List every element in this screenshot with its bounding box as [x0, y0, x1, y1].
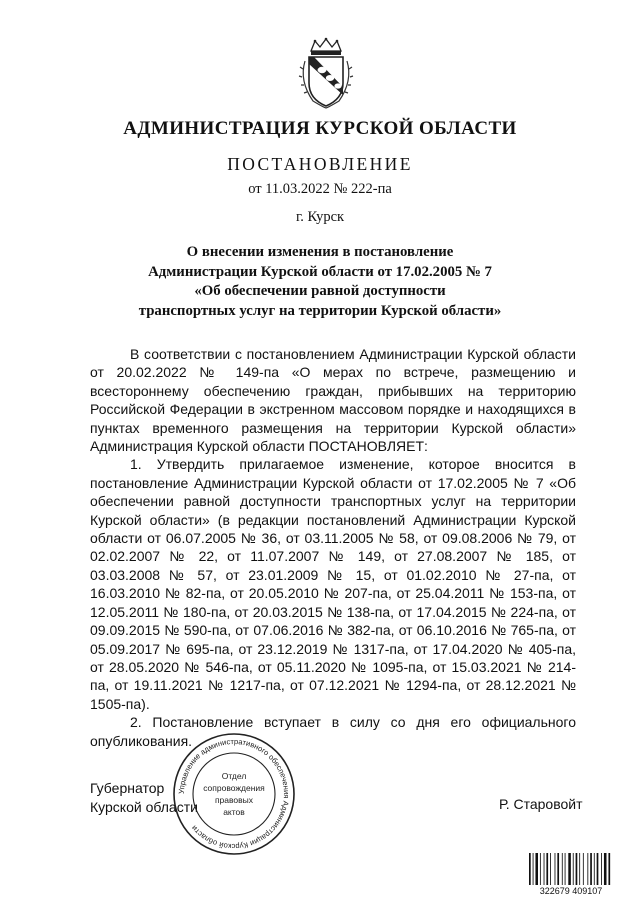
barcode	[528, 852, 614, 896]
subject-line: «Об обеспечении равной доступности	[194, 283, 446, 299]
barcode-bar	[557, 853, 559, 885]
position-line: Курской области	[90, 799, 198, 815]
barcode-bars	[529, 853, 610, 885]
barcode-bar	[594, 853, 595, 885]
official-stamp	[171, 731, 297, 857]
barcode-bar	[565, 853, 566, 885]
barcode-bar	[533, 853, 534, 885]
stamp-text: сопровождения	[203, 783, 265, 793]
barcode-bar	[529, 853, 531, 885]
signatory-name: Р. Старовойт	[499, 796, 583, 812]
stamp-text: актов	[223, 807, 245, 817]
barcode-bar	[579, 853, 580, 885]
barcode-bar	[590, 853, 592, 885]
barcode-bar	[576, 853, 578, 885]
barcode-bar	[573, 853, 574, 885]
subject-line: О внесении изменения в постановление	[186, 244, 454, 260]
barcode-bar	[535, 853, 538, 885]
barcode-bar	[583, 853, 584, 885]
document-date-number: от 11.03.2022 № 222-па	[248, 181, 392, 197]
barcode-bar	[601, 853, 602, 885]
barcode-bar	[562, 853, 563, 885]
document-city: г. Курск	[295, 209, 345, 225]
barcode-bar	[555, 853, 556, 885]
subject-line: транспортных услуг на территории Курской области»	[138, 302, 502, 319]
item-2-paragraph: 2. Постановление вступает в силу со дня его официального опубликования.	[90, 714, 576, 749]
barcode-bar	[550, 853, 551, 885]
barcode-bar	[604, 853, 607, 885]
barcode-bar	[546, 853, 548, 885]
stamp-ring-text: Управление административного обеспечения Администрации Курской области	[176, 736, 292, 852]
coat-of-arms-icon	[297, 37, 355, 109]
preamble-paragraph: В соответствии с постановлением Администрации Курской области от 20.02.2022 № 149-па «О мерах по встрече, размещению и всестороннему обеспечению граждан, прибывших на территорию Российской Федерации в экстренном массовом порядке и находящихся в пунктах временного размещения на территории Курской области» Администрация Курской области ПОСТАНОВЛЯЕТ:	[90, 346, 576, 455]
barcode-bar	[540, 853, 541, 885]
barcode-bar	[544, 853, 545, 885]
barcode-bar	[608, 853, 610, 885]
position-line: Губернатор	[90, 780, 165, 796]
item-1-paragraph: 1. Утвердить прилагаемое изменение, которое вносится в постановление Администрации Курской области от 17.02.2005 № 7 «Об обеспечении равной доступности транспортных услуг на территории Курской области» (в редакции постановлений Администрации Курской области от 06.07.2005 № 36, от 03.11.2005 № 58, от 09.08.2006 № 79, от 02.02.2007 № 22, от 11.07.2007 № 149, от 27.08.2007 № 185, от 03.03.2008 № 57, от 23.01.2009 № 15, от 01.02.2010 № 27-па, от 16.03.2010 № 82-па, от 20.05.2010 № 207-па, от 25.04.2011 № 153-па, от 12.05.2011 № 180-па, от 20.03.2015 № 138-па, от 17.04.2015 № 224-па, от 09.09.2015 № 590-па, от 07.06.2016 № 382-па, от 06.10.2016 № 765-па, от 05.09.2017 № 695-па, от 23.12.2019 № 1317-па, от 17.04.2020 № 405-па, от 28.05.2020 № 546-па, от 05.11.2020 № 1095-па, от 15.03.2021 № 214-па, от 19.11.2021 № 1217-па, от 07.12.2021 № 1294-па, от 28.12.2021 № 1505-па).	[90, 456, 576, 712]
stamp-text: правовых	[214, 795, 254, 805]
document-body	[90, 345, 576, 750]
subject-line: Администрации Курской области от 17.02.2005 № 7	[148, 263, 492, 280]
barcode-bar	[597, 853, 599, 885]
document-subject	[0, 243, 640, 321]
barcode-number: 322679 409107	[539, 886, 603, 896]
barcode-bar	[568, 853, 571, 885]
organization-title: АДМИНИСТРАЦИЯ КУРСКОЙ ОБЛАСТИ	[123, 118, 517, 139]
document-type: ПОСТАНОВЛЕНИЕ	[227, 154, 413, 174]
barcode-bar	[587, 853, 588, 885]
stamp-text: Отдел	[221, 771, 247, 781]
